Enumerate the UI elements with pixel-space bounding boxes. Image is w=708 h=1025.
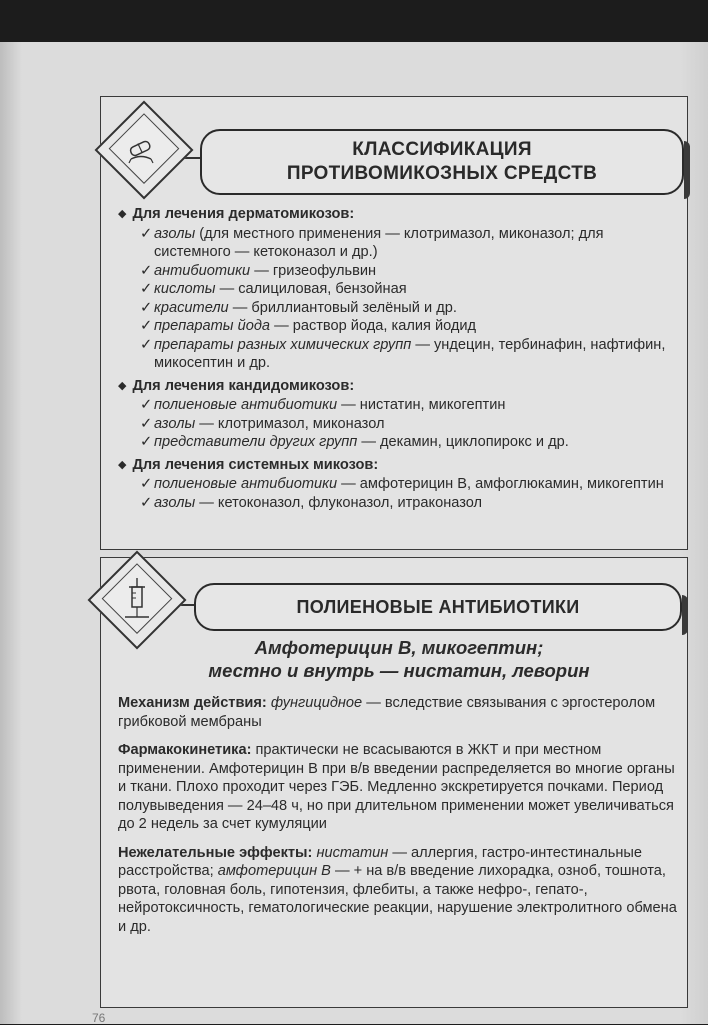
- list-item: ✓ полиеновые антибиотики — амфотерицин В, амфоглюкамин, микогептин: [140, 476, 664, 492]
- syringe-icon: [115, 575, 159, 621]
- classification-title: КЛАССИФИКАЦИЯ ПРОТИВОМИКОЗНЫХ СРЕДСТВ: [200, 129, 684, 195]
- list-item: ✓ антибиотики — гризеофульвин: [140, 262, 377, 279]
- classification-list: [118, 205, 678, 516]
- check-icon: ✓: [140, 434, 153, 450]
- pill-hand-icon: [117, 125, 165, 173]
- diamond-bullet-icon: ◆: [118, 208, 127, 220]
- diamond-bullet-icon: ◆: [118, 458, 127, 471]
- check-icon: ✓: [140, 415, 153, 432]
- list-item: ✓ препараты разных химических групп — ундецин, тербинафин, нафтифин, микосептин и др.: [140, 336, 666, 371]
- check-icon: ✓: [140, 262, 153, 279]
- page-number: 76: [92, 1011, 106, 1025]
- check-icon: ✓: [140, 281, 153, 297]
- check-icon: ✓: [140, 299, 153, 316]
- list-item: ✓ представители других групп — декамин, циклопирокс и др.: [140, 434, 569, 450]
- side-effects-paragraph: Нежелательные эффекты: нистатин — аллергия, гастро-интестинальные расстройства; амфотерицин В — + на в/в введение лихорадка, озноб, тошнота, рвота, головная боль, гипотензия, флебиты, а также нефро-, гепато-, нейротоксичность, гематологические реакции, нарушение электролитного обмена и др.: [118, 844, 677, 935]
- group-candidiasis: ◆ Для лечения кандидомикозов: ✓ полиеновые антибиотики — нистатин, микогептин ✓ азолы — клотримазол, миконазол ✓ представители других групп — декамин, циклопирокс и др.: [118, 377, 678, 452]
- list-item: ✓ азолы — кетоконазол, флуконазол, итраконазол: [140, 494, 483, 511]
- polyene-title: ПОЛИЕНОВЫЕ АНТИБИОТИКИ: [194, 583, 682, 631]
- check-icon: ✓: [140, 397, 153, 413]
- list-item: ✓ препараты йода — раствор йода, калия йодид: [140, 318, 477, 334]
- check-icon: ✓: [140, 476, 153, 492]
- mechanism-paragraph: Механизм действия: фунгицидное — вследствие связывания с эргостеролом грибковой мембраны: [118, 695, 656, 730]
- drug-heading: Амфотерицин В, микогептин; местно и внутрь — нистатин, леворин: [208, 637, 590, 681]
- group-systemic: ◆ Для лечения системных микозов: ✓ полиеновые антибиотики — амфотерицин В, амфоглюкамин, микогептин ✓ азолы — кетоконазол, флуконазол, итраконазол: [118, 456, 678, 513]
- list-item: ✓ кислоты — салициловая, бензойная: [140, 281, 407, 297]
- list-item: ✓ красители — бриллиантовый зелёный и др.: [140, 299, 457, 316]
- list-item: ✓ азолы (для местного применения — клотримазол, миконазол; для системного — кетоконазол и др.): [140, 225, 604, 260]
- diamond-bullet-icon: ◆: [118, 379, 127, 392]
- check-icon: ✓: [140, 318, 153, 334]
- check-icon: ✓: [140, 336, 153, 353]
- polyene-content: [118, 636, 680, 946]
- list-item: ✓ азолы — клотримазол, миконазол: [140, 415, 385, 432]
- group-dermatomycoses: ◆ Для лечения дерматомикозов: ✓ азолы (для местного применения — клотримазол, миконазол; для системного — кетоконазол и др.) ✓ антибиотики — гризеофульвин ✓ кислоты — салициловая, бензойная ✓ красители — бриллиантовый зелёный и др. ✓ препараты йода — раствор йода, калия йодид ✓ препараты разных химических групп — ундецин, тербинафин, нафтифин, микосептин и др.: [118, 205, 678, 373]
- check-icon: ✓: [140, 494, 153, 511]
- list-item: ✓ полиеновые антибиотики — нистатин, микогептин: [140, 397, 506, 413]
- pharmacokinetics-paragraph: Фармакокинетика: практически не всасываются в ЖКТ и при местном применении. Амфотерицин В при в/в введении распределяется во многие органы и ткани. Плохо проходит через ГЭБ. Медленно экскретируется почками. Период полувыведения — 24–48 ч, но при длительном применении может увеличиваться до 2 недель за счет кумуляции: [118, 742, 675, 832]
- check-icon: ✓: [140, 225, 153, 242]
